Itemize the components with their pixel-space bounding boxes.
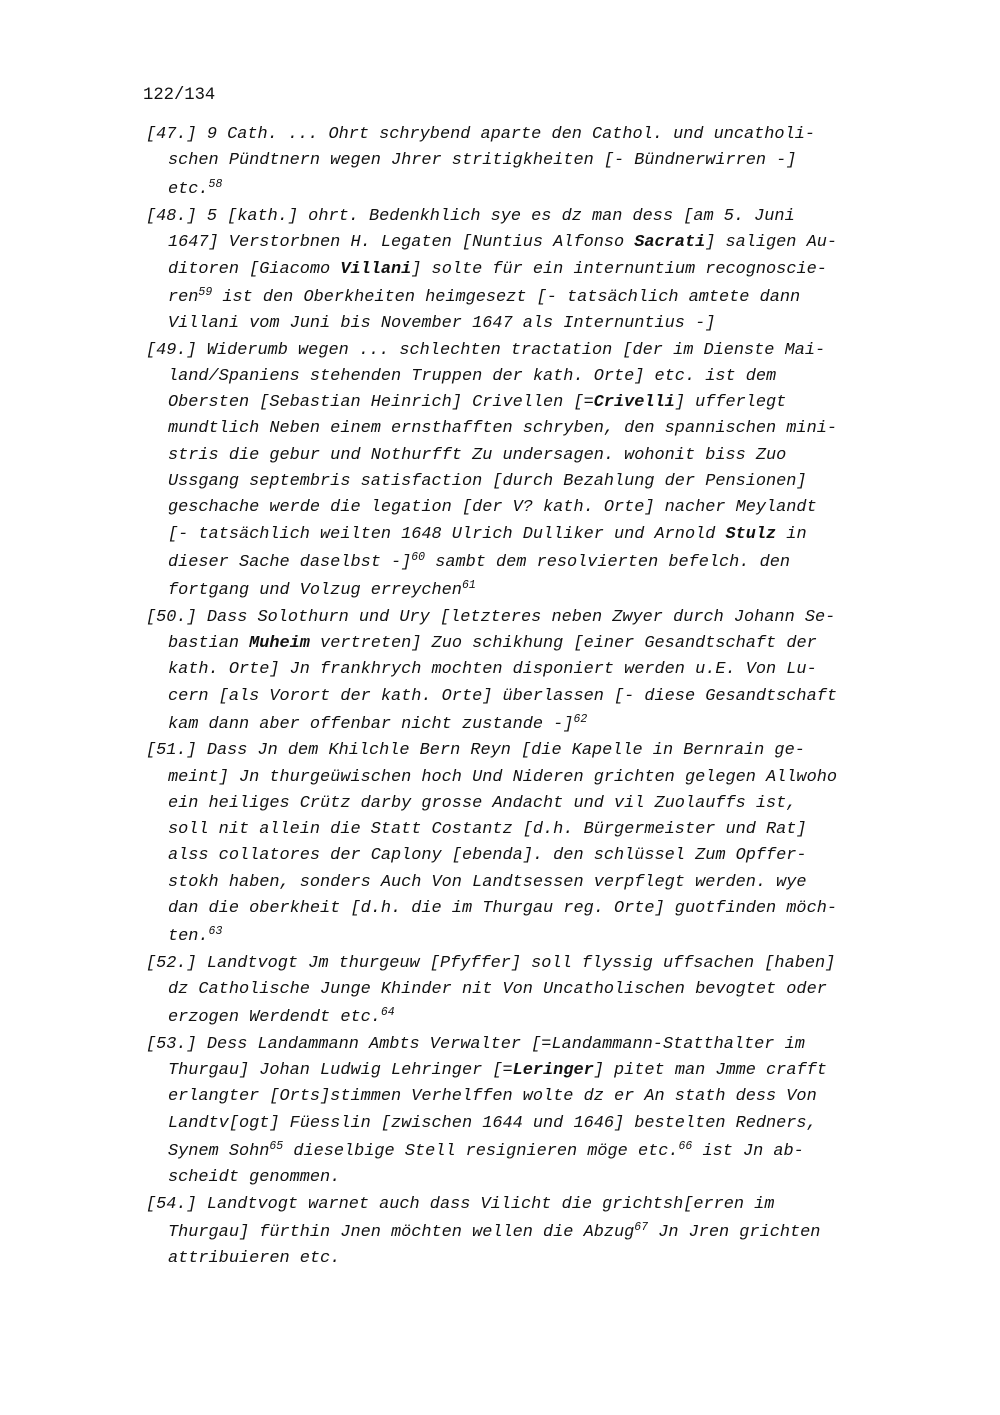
text-run: stokh haben, sonders Auch Von Landtsessen verpflegt werden. wye [168, 872, 807, 892]
footnote-marker: 65 [269, 1139, 284, 1153]
text-run: erzogen Werdendt etc. [168, 1008, 381, 1028]
text-run: scheidt genommen. [168, 1168, 341, 1188]
entry-line [146, 364, 916, 390]
text-run: [48.] 5 [kath.] ohrt. Bedenkhlich sye es dz man dess [am 5. Juni [146, 206, 795, 226]
text-run: dz Catholische Junge Khinder nit Von Uncatholischen bevogtet oder [168, 980, 827, 1000]
text-run: ditoren [Giacomo [168, 259, 341, 279]
entry-line [146, 791, 916, 817]
entry-line [146, 204, 916, 230]
text-run: vertreten] Zuo schikhung [einer Gesandtschaft der [309, 634, 817, 654]
footnote-marker: 63 [208, 925, 223, 939]
footnote-marker: 62 [573, 712, 588, 726]
entry-51 [146, 738, 916, 950]
person-name: Sacrati [634, 233, 706, 253]
entry-54 [146, 1192, 916, 1273]
text-run: Thurgau] fürthin Jnen möchten wellen die Abzug [168, 1222, 635, 1242]
text-run: sambt dem resolvierten befelch. den [425, 552, 790, 572]
text-run: Ussgang septembris satisfaction [durch Bezahlung der Pensionen] [168, 472, 807, 492]
entry-line [146, 175, 916, 203]
text-run: Landtv[ogt] Füesslin [zwischen 1644 und 1646] bestelten Redners, [168, 1113, 817, 1133]
text-run: Synem Sohn [168, 1141, 270, 1161]
text-run: [49.] Widerumb wegen ... schlechten tractation [der im Dienste Mai- [146, 340, 826, 360]
footnote-marker: 59 [198, 285, 213, 299]
text-run: dieselbige Stell resignieren möge etc. [283, 1141, 679, 1161]
text-run: bastian [168, 634, 250, 654]
text-run: meint] Jn thurgeüwischen hoch Und Nideren grichten gelegen Allwoho [168, 767, 837, 787]
entry-line [146, 870, 916, 896]
entry-line [146, 148, 916, 174]
text-run: stris die gebur und Nothurfft Zu undersagen. wohonit biss Zuo [168, 445, 787, 465]
entry-line [146, 1111, 916, 1137]
entry-48 [146, 204, 916, 338]
entry-line [146, 605, 916, 631]
entry-line [146, 738, 916, 764]
text-run: etc. [168, 179, 209, 199]
entry-line [146, 230, 916, 256]
text-run: dan die oberkheit [d.h. die im Thurgau reg. Orte] guotfinden möch- [168, 899, 837, 919]
entry-line [146, 684, 916, 710]
person-name: Crivelli [593, 393, 675, 413]
entry-line [146, 843, 916, 869]
text-run: ren [168, 287, 199, 307]
text-run: [52.] Landtvogt Jm thurgeuw [Pfyffer] soll flyssig uffsachen [haben] [146, 953, 836, 973]
entry-line [146, 765, 916, 791]
text-run: Jn Jren grichten [648, 1222, 821, 1242]
entry-line [146, 548, 916, 576]
person-name: Leringer [512, 1061, 594, 1081]
entry-49 [146, 338, 916, 605]
entry-line [146, 710, 916, 738]
footnote-marker: 58 [208, 177, 223, 191]
person-name: Muheim [249, 634, 310, 654]
footnote-marker: 64 [380, 1006, 395, 1020]
entry-line [146, 631, 916, 657]
text-run: land/Spaniens stehenden Truppen der kath. Orte] etc. ist dem [168, 366, 777, 386]
entry-53 [146, 1032, 916, 1192]
entry-line [146, 977, 916, 1003]
entry-line [146, 1003, 916, 1031]
text-run: Obersten [Sebastian Heinrich] Crivellen [= [168, 393, 594, 413]
text-run: alss collatores der Caplony [ebenda]. den schlüssel Zum Opffer- [168, 846, 807, 866]
text-run: ] saligen Au- [705, 233, 837, 253]
entry-line [146, 416, 916, 442]
entry-line [146, 896, 916, 922]
entry-line [146, 1058, 916, 1084]
text-run: [51.] Dass Jn dem Khilchle Bern Reyn [die Kapelle in Bernrain ge- [146, 741, 805, 761]
entry-50 [146, 605, 916, 739]
text-run: dieser Sache daselbst -] [168, 552, 412, 572]
entry-line [146, 311, 916, 337]
entry-line [146, 817, 916, 843]
entry-line [146, 922, 916, 950]
text-run: kam dann aber offenbar nicht zustande -] [168, 714, 574, 734]
footnote-marker: 61 [461, 579, 476, 593]
entry-line [146, 576, 916, 604]
entry-line [146, 522, 916, 548]
text-run: ] solte für ein internuntium recognoscie- [411, 259, 827, 279]
entry-line [146, 390, 916, 416]
text-run: [47.] 9 Cath. ... Ohrt schrybend aparte den Cathol. und uncatholi- [146, 125, 815, 144]
entry-52 [146, 951, 916, 1032]
entry-line [146, 338, 916, 364]
text-run: 1647] Verstorbnen H. Legaten [Nuntius Alfonso [168, 233, 635, 253]
footnote-marker: 66 [678, 1139, 693, 1153]
entry-line [146, 1032, 916, 1058]
text-run: [- tatsächlich weilten 1648 Ulrich Dulliker und Arnold [168, 524, 726, 544]
entry-line [146, 495, 916, 521]
entry-line [146, 1084, 916, 1110]
text-run: Thurgau] Johan Ludwig Lehringer [= [168, 1061, 513, 1081]
entry-line [146, 1137, 916, 1165]
text-run: cern [als Vorort der kath. Orte] überlassen [- diese Gesandtschaft [168, 686, 837, 706]
text-run: [50.] Dass Solothurn und Ury [letzteres neben Zwyer durch Johann Se- [146, 607, 836, 627]
text-run: fortgang und Volzug erreychen [168, 581, 462, 601]
text-run: mundtlich Neben einem ernsthafften schryben, den spannischen mini- [168, 419, 837, 439]
text-run: ] ufferlegt [674, 393, 787, 413]
text-run: kath. Orte] Jn frankhrych mochten disponiert werden u.E. Von Lu- [168, 660, 817, 680]
text-run: ten. [168, 927, 209, 947]
text-run: ein heiliges Crütz darby grosse Andacht und vil Zuolauffs ist, [168, 793, 797, 813]
entry-line [146, 122, 916, 148]
text-run: in [776, 524, 807, 544]
entry-line [146, 283, 916, 311]
page-number: 122/134 [143, 86, 216, 105]
entries-list [146, 122, 916, 1273]
text-run: ist Jn ab- [692, 1141, 804, 1161]
entry-line [146, 1192, 916, 1218]
text-run: geschache werde die legation [der V? kath. Orte] nacher Meylandt [168, 498, 817, 518]
person-name: Stulz [725, 524, 777, 544]
entry-line [146, 657, 916, 683]
entry-line [146, 469, 916, 495]
footnote-marker: 67 [634, 1220, 649, 1234]
entry-line [146, 257, 916, 283]
entry-line [146, 951, 916, 977]
footnote-marker: 60 [411, 550, 426, 564]
text-run: erlangter [Orts]stimmen Verhelffen wolte dz er An stath dess Von [168, 1087, 817, 1107]
text-run: [54.] Landtvogt warnet auch dass Vilicht die grichtsh[erren im [146, 1194, 775, 1214]
person-name: Villani [340, 259, 412, 279]
text-run: soll nit allein die Statt Costantz [d.h. Bürgermeister und Rat] [168, 820, 807, 840]
text-run: ist den Oberkheiten heimgesezt [- tatsächlich amtete dann [212, 287, 801, 307]
text-run: [53.] Dess Landammann Ambts Verwalter [=Landammann-Statthalter im [146, 1034, 805, 1054]
text-run: attribuieren etc. [168, 1249, 341, 1269]
entry-line [146, 1165, 916, 1191]
text-run: ] pitet man Jmme crafft [593, 1061, 827, 1081]
entry-line [146, 443, 916, 469]
entry-line [146, 1218, 916, 1246]
entry-line [146, 1246, 916, 1272]
text-run: schen Pündtnern wegen Jhrer stritigkheiten [- Bündnerwirren -] [168, 151, 797, 171]
text-run: Villani vom Juni bis November 1647 als Internuntius -] [168, 314, 716, 334]
entry-47 [146, 122, 916, 203]
